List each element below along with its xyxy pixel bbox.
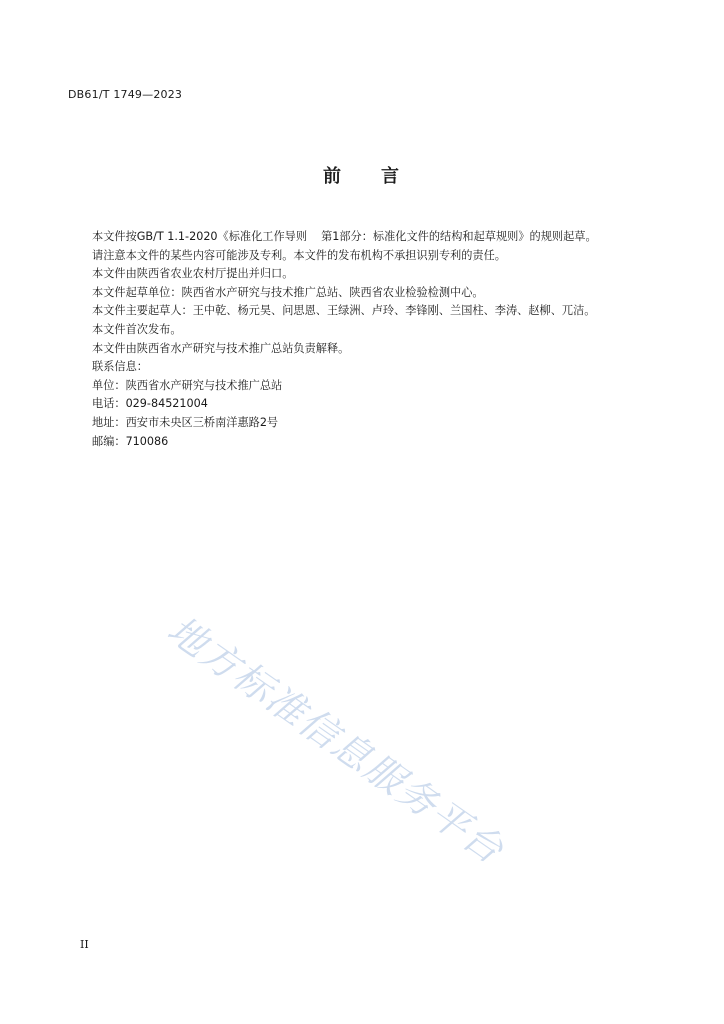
foreword-body — [68, 228, 644, 451]
contact-postcode: 邮编：710086 — [92, 434, 169, 448]
paragraph-interpretation: 本文件由陕西省水产研究与技术推广总站负责解释。 — [92, 341, 350, 355]
document-code: DB61/T 1749—2023 — [68, 88, 183, 101]
paragraph-standard-basis-part1: 本文件按GB/T 1.1-2020《标准化工作导则 — [92, 230, 308, 243]
paragraph-drafting-units: 本文件起草单位：陕西省水产研究与技术推广总站、陕西省农业检验检测中心。 — [92, 285, 484, 299]
page-number: II — [80, 938, 89, 951]
paragraph-first-release: 本文件首次发布。 — [92, 322, 182, 336]
paragraph-drafters: 本文件主要起草人：王中乾、杨元昊、问思恩、王绿洲、卢玲、李锋刚、兰国柱、李涛、赵柳、兀洁。 — [92, 304, 596, 318]
paragraph-standard-basis — [68, 228, 644, 247]
watermark: 地方标准信息服务平台 — [159, 607, 513, 873]
contact-address: 地址：西安市未央区三桥南洋惠路2号 — [92, 415, 279, 429]
paragraph-standard-basis-part2: 第1部分：标准化文件的结构和起草规则》的规则起草。 — [321, 230, 597, 243]
title-char-1: 前 — [323, 166, 343, 187]
paragraph-proposer: 本文件由陕西省农业农村厅提出并归口。 — [92, 267, 294, 281]
title-char-2: 言 — [381, 166, 401, 187]
contact-phone: 电话：029-84521004 — [92, 397, 208, 411]
contact-heading: 联系信息： — [92, 360, 148, 374]
contact-unit: 单位：陕西省水产研究与技术推广总站 — [92, 378, 283, 392]
page-title — [0, 162, 724, 188]
paragraph-patent-notice: 请注意本文件的某些内容可能涉及专利。本文件的发布机构不承担识别专利的责任。 — [92, 248, 506, 262]
